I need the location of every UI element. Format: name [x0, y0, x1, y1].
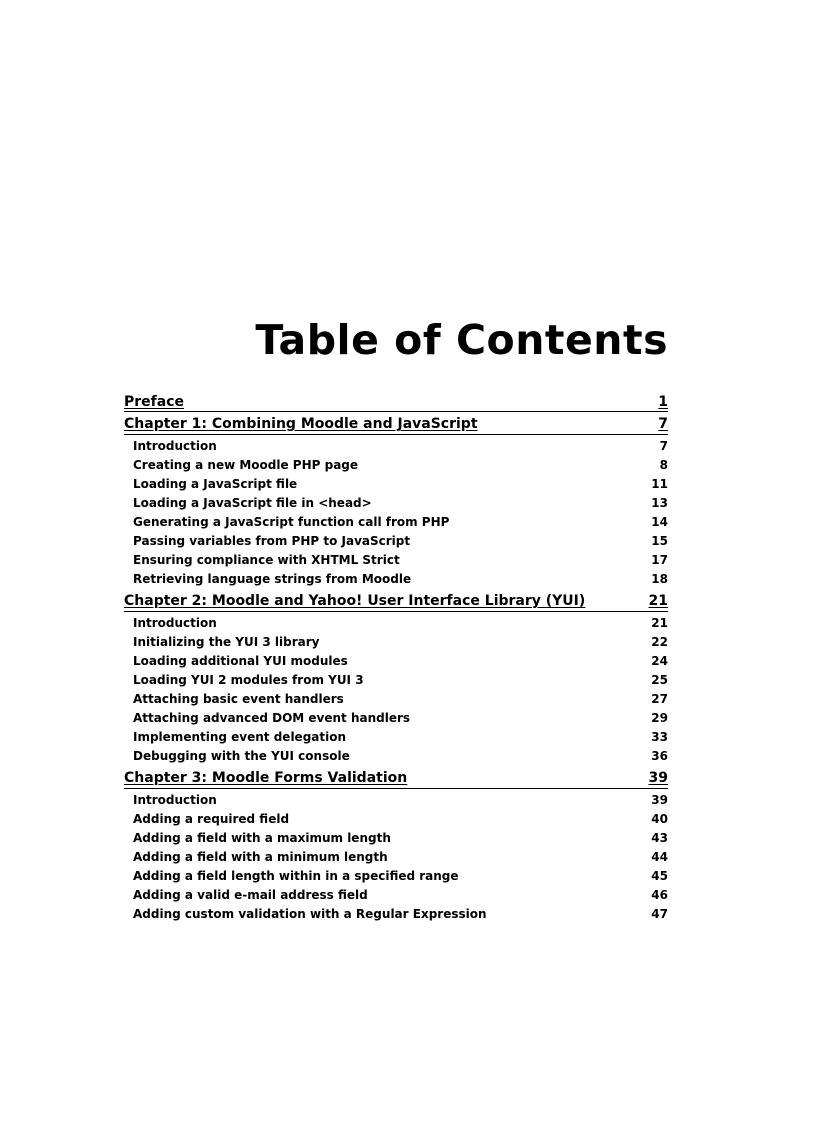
toc-section[interactable] — [124, 690, 668, 709]
table-of-contents — [124, 393, 668, 924]
toc-entry-page: 1 — [658, 394, 668, 410]
toc-chapter-label: Chapter 3: Moodle Forms Validation — [124, 770, 408, 786]
toc-section[interactable] — [124, 494, 668, 513]
toc-section-label: Generating a JavaScript function call from PHP — [133, 515, 450, 529]
toc-section-page: 11 — [651, 477, 668, 491]
toc-section-page: 47 — [651, 907, 668, 921]
toc-chapter-3[interactable] — [124, 769, 668, 789]
toc-section[interactable] — [124, 829, 668, 848]
toc-section-label: Adding a field with a maximum length — [133, 831, 391, 845]
chapter-3-block — [124, 769, 668, 924]
page-title: Table of Contents — [255, 316, 668, 364]
toc-section[interactable] — [124, 633, 668, 652]
toc-section-label: Debugging with the YUI console — [133, 749, 350, 763]
toc-section[interactable] — [124, 437, 668, 456]
toc-section[interactable] — [124, 791, 668, 810]
toc-section-label: Passing variables from PHP to JavaScript — [133, 534, 411, 548]
toc-section-label: Loading YUI 2 modules from YUI 3 — [133, 673, 364, 687]
toc-section[interactable] — [124, 475, 668, 494]
toc-section-page: 33 — [651, 730, 668, 744]
toc-section-label: Attaching advanced DOM event handlers — [133, 711, 411, 725]
toc-section-label: Retrieving language strings from Moodle — [133, 572, 412, 586]
toc-section[interactable] — [124, 570, 668, 589]
toc-section-page: 44 — [651, 850, 668, 864]
toc-section[interactable] — [124, 747, 668, 766]
chapter-1-block — [124, 415, 668, 589]
toc-section[interactable] — [124, 551, 668, 570]
toc-chapter-page: 21 — [648, 593, 668, 609]
toc-section[interactable] — [124, 867, 668, 886]
toc-section[interactable] — [124, 532, 668, 551]
toc-section-page: 7 — [659, 439, 668, 453]
toc-section[interactable] — [124, 614, 668, 633]
toc-section-page: 29 — [651, 711, 668, 725]
toc-entry-label: Preface — [124, 394, 184, 410]
toc-section[interactable] — [124, 709, 668, 728]
toc-section-page: 15 — [651, 534, 668, 548]
toc-section-page: 8 — [659, 458, 668, 472]
toc-section-page: 24 — [651, 654, 668, 668]
toc-section-page: 27 — [651, 692, 668, 706]
toc-section[interactable] — [124, 652, 668, 671]
toc-section-label: Adding a field length within in a specified range — [133, 869, 459, 883]
toc-section-page: 45 — [651, 869, 668, 883]
toc-section-page: 17 — [651, 553, 668, 567]
toc-section[interactable] — [124, 513, 668, 532]
toc-section-label: Adding a valid e-mail address field — [133, 888, 368, 902]
toc-section-label: Implementing event delegation — [133, 730, 347, 744]
toc-section-page: 39 — [651, 793, 668, 807]
toc-section[interactable] — [124, 728, 668, 747]
toc-section[interactable] — [124, 905, 668, 924]
toc-section-page: 46 — [651, 888, 668, 902]
toc-section[interactable] — [124, 848, 668, 867]
toc-section-page: 14 — [651, 515, 668, 529]
toc-chapter-1[interactable] — [124, 415, 668, 435]
toc-section-label: Loading additional YUI modules — [133, 654, 348, 668]
toc-section-label: Adding custom validation with a Regular Expression — [133, 907, 487, 921]
toc-section-label: Introduction — [133, 616, 217, 630]
toc-section[interactable] — [124, 810, 668, 829]
toc-chapter-label: Chapter 2: Moodle and Yahoo! User Interface Library (YUI) — [124, 593, 586, 609]
toc-section-page: 13 — [651, 496, 668, 510]
toc-section-page: 25 — [651, 673, 668, 687]
toc-section[interactable] — [124, 456, 668, 475]
toc-section[interactable] — [124, 671, 668, 690]
toc-section-label: Introduction — [133, 793, 217, 807]
toc-chapter-2[interactable] — [124, 592, 668, 612]
toc-entry-preface[interactable] — [124, 393, 668, 412]
toc-section-label: Adding a required field — [133, 812, 290, 826]
toc-chapter-label: Chapter 1: Combining Moodle and JavaScript — [124, 416, 478, 432]
toc-section-label: Initializing the YUI 3 library — [133, 635, 320, 649]
toc-section-page: 22 — [651, 635, 668, 649]
toc-section-page: 18 — [651, 572, 668, 586]
toc-section-page: 43 — [651, 831, 668, 845]
toc-section-page: 40 — [651, 812, 668, 826]
chapter-2-block — [124, 592, 668, 766]
toc-section-page: 21 — [651, 616, 668, 630]
toc-section[interactable] — [124, 886, 668, 905]
toc-chapter-page: 7 — [658, 416, 668, 432]
toc-chapter-page: 39 — [648, 770, 668, 786]
toc-section-label: Attaching basic event handlers — [133, 692, 344, 706]
toc-section-label: Loading a JavaScript file — [133, 477, 298, 491]
toc-section-label: Creating a new Moodle PHP page — [133, 458, 359, 472]
toc-section-label: Ensuring compliance with XHTML Strict — [133, 553, 400, 567]
toc-section-page: 36 — [651, 749, 668, 763]
toc-section-label: Loading a JavaScript file in <head> — [133, 496, 372, 510]
toc-section-label: Adding a field with a minimum length — [133, 850, 388, 864]
toc-section-label: Introduction — [133, 439, 217, 453]
